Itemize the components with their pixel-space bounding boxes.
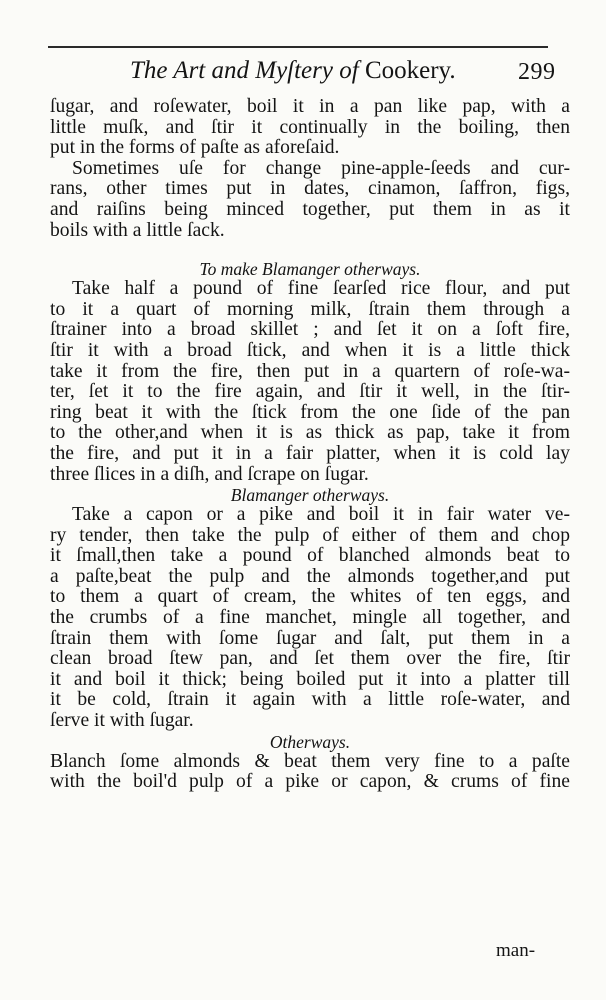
text-line: little muſk, and ſtir it continually in the boiling, then: [50, 116, 570, 138]
text-line: to it a quart of morning milk, ſtrain them through a: [50, 298, 570, 320]
text-line: ry tender, then take the pulp of either of them and chop: [50, 524, 570, 546]
catchword: man-: [496, 940, 536, 961]
text-line: to them a quart of cream, the whites of ten eggs, and: [50, 586, 570, 608]
text-line: the fire, and put it in a fair platter, when it is cold lay: [50, 442, 570, 464]
text-line: it and boil it thick; being boiled put it into a platter till: [50, 668, 570, 690]
section-heading: Otherways.: [269, 731, 351, 752]
text-line: take it from the fire, then put in a quartern of roſe-wa-: [50, 360, 570, 382]
text-line: ter, ſet it to the fire again, and ſtir it well, in the ſtir-: [50, 381, 570, 403]
header-rule: [48, 46, 548, 48]
text-line: ſtir it with a broad ſtick, and when it is a little thick: [50, 339, 570, 361]
text-line: it be cold, ſtrain it again with a little roſe-water, and: [50, 689, 570, 711]
text-line: and raiſins being minced together, put them in as it: [50, 198, 570, 220]
text-line: put in the forms of paſte as aforeſaid.: [50, 137, 340, 159]
section-heading: Blamanger otherways.: [230, 485, 390, 506]
running-head: [108, 57, 568, 91]
section-heading: To make Blamanger otherways.: [199, 259, 421, 280]
running-title-italic: The Art and Myſtery of: [130, 57, 359, 84]
text-line: clean broad ſtew pan, and ſet them over the fire, ſtir: [50, 648, 570, 670]
text-line: ſtrain them with ſome ſugar and ſalt, put them in a: [50, 627, 570, 649]
text-line: ſtrainer into a broad skillet ; and ſet it on a ſoft fire,: [50, 319, 570, 341]
text-line: a paſte,beat the pulp and the almonds together,and put: [50, 565, 570, 587]
page-body: [50, 97, 570, 793]
text-line: rans, other times put in dates, cinamon, ſaffron, figs,: [50, 178, 570, 200]
text-line: it ſmall,then take a pound of blanched almonds beat to: [50, 545, 570, 567]
text-line: ſugar, and roſewater, boil it in a pan like pap, with a: [50, 96, 570, 117]
text-line: Take half a pound of fine ſearſed rice flour, and put: [72, 278, 570, 300]
text-line: to the other,and when it is as thick as pap, take it from: [50, 422, 570, 444]
running-title-roman: Cookery.: [364, 57, 456, 84]
text-line: Take a capon or a pike and boil it in fair water ve-: [72, 504, 570, 526]
page-number: 299: [518, 59, 556, 85]
section-gap: [50, 241, 570, 259]
text-line: Sometimes uſe for change pine-apple-ſeeds and cur-: [72, 157, 570, 179]
text-line: with the boil'd pulp of a pike or capon, & crums of fine: [50, 771, 570, 793]
text-line: ſerve it with ſugar.: [50, 710, 194, 732]
text-line: Blanch ſome almonds & beat them very fine to a paſte: [50, 750, 570, 772]
text-line: ring beat it with the ſtick from the one ſide of the pan: [50, 401, 570, 423]
text-line: boils with a little ſack.: [50, 219, 225, 241]
text-line: three ſlices in a diſh, and ſcrape on ſugar.: [50, 463, 369, 485]
running-title: [130, 57, 456, 85]
text-line: the crumbs of a fine manchet, mingle all together, and: [50, 607, 570, 629]
